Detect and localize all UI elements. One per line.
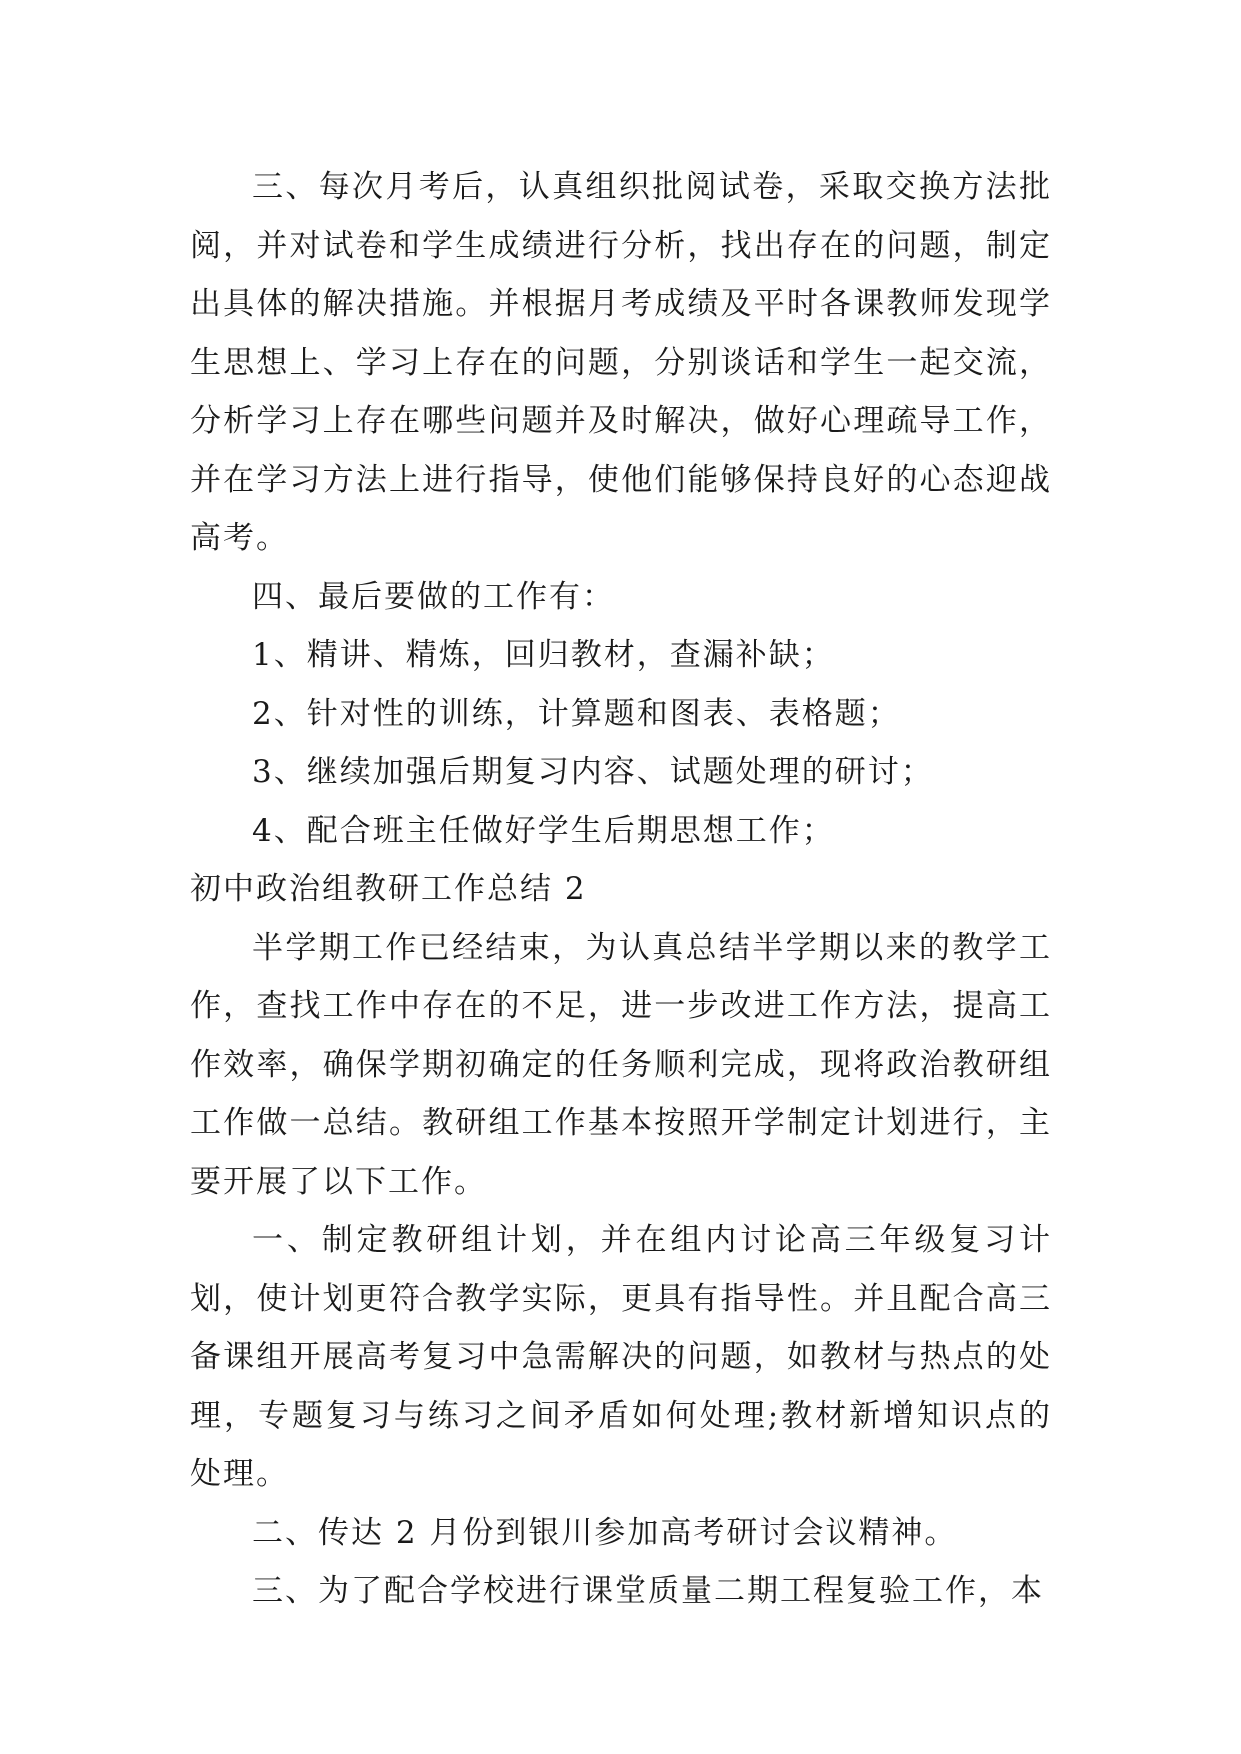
paragraph-item-three: 三、为了配合学校进行课堂质量二期工程复验工作，本 xyxy=(252,1573,1044,1609)
list-item-2: 2、针对性的训练，计算题和图表、表格题； xyxy=(252,695,901,732)
paragraph-item-one: 一、制定教研组计划，并在组内讨论高三年级复习计划，使计划更符合教学实际，更具有指导性。并且配合高三备课组开展高考复习中急需解决的问题，如教材与热点的处理，专题复习与练习之间矛盾如何处理;教材新增知识点的处理。 xyxy=(190,1222,1052,1492)
paragraph-exam-review: 三、每次月考后，认真组织批阅试卷，采取交换方法批阅，并对试卷和学生成绩进行分析，找出存在的问题，制定出具体的解决措施。并根据月考成绩及平时各课教师发现学生思想上、学习上存在的问题，分别谈话和学生一起交流，分析学习上存在哪些问题并及时解决，做好心理疏导工作，并在学习方法上进行指导，使他们能够保持良好的心态迎战高考。 xyxy=(190,169,1052,556)
section-heading: 初中政治组教研工作总结 2 xyxy=(190,871,587,907)
paragraph-summary-intro: 半学期工作已经结束，为认真总结半学期以来的教学工作，查找工作中存在的不足，进一步改进工作方法，提高工作效率，确保学期初确定的任务顺利完成，现将政治教研组工作做一总结。教研组工作基本按照开学制定计划进行，主要开展了以下工作。 xyxy=(190,929,1052,1200)
paragraph-final-work: 四、最后要做的工作有： xyxy=(252,578,615,615)
paragraph-item-two: 二、传达 2 月份到银川参加高考研讨会议精神。 xyxy=(252,1514,958,1551)
list-item-1: 1、精讲、精炼，回归教材，查漏补缺； xyxy=(252,637,835,673)
document-page xyxy=(190,158,1052,1621)
list-item-4: 4、配合班主任做好学生后期思想工作； xyxy=(252,812,835,849)
list-item-3: 3、继续加强后期复习内容、试题处理的研讨； xyxy=(252,754,934,790)
